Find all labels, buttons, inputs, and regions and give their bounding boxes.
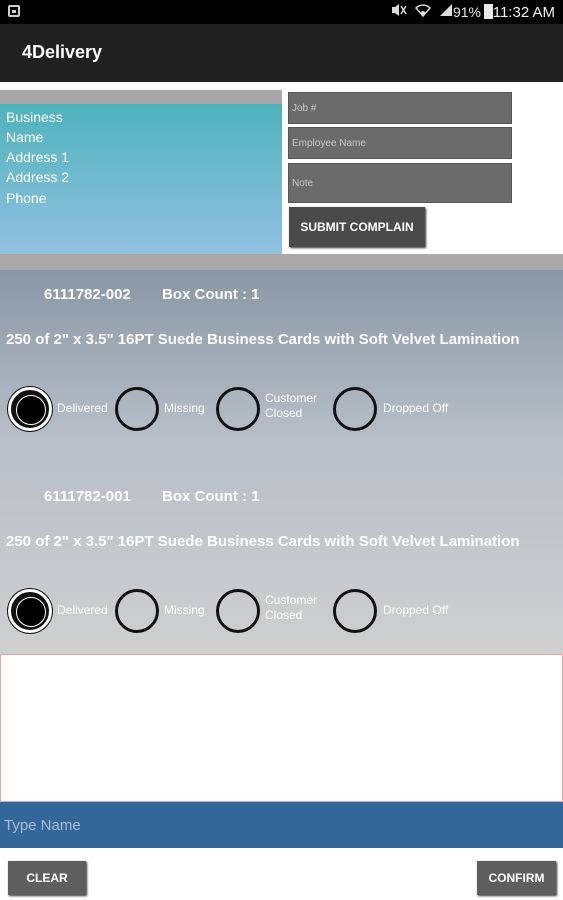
radio-label-missing: Missing [164, 603, 205, 617]
battery-icon [484, 4, 493, 19]
radio-missing[interactable] [115, 387, 159, 431]
wifi-icon [415, 3, 431, 20]
radio-label-dropped-off: Dropped Off [383, 603, 449, 617]
type-name-input[interactable] [4, 812, 554, 838]
submit-complain-button[interactable]: SUBMIT COMPLAIN [289, 207, 425, 247]
box-count: Box Count : 1 [162, 488, 260, 505]
radio-missing[interactable] [115, 589, 159, 633]
confirm-button[interactable]: CONFIRM [477, 861, 556, 895]
image-icon [8, 5, 20, 17]
address2-line: Address 2 [6, 169, 70, 185]
radio-delivered[interactable] [8, 387, 52, 431]
radio-customer-closed[interactable] [216, 589, 260, 633]
name-bar [0, 802, 563, 848]
status-icons [391, 3, 453, 20]
address1-line: Address 1 [6, 149, 70, 165]
radio-label-delivered: Delivered [57, 401, 108, 415]
business-line: Business [6, 109, 63, 125]
radio-label-customer-closed: Customer Closed [265, 391, 318, 420]
section-separator [0, 254, 563, 270]
signature-pad[interactable] [0, 654, 563, 802]
note-input[interactable] [288, 163, 512, 203]
order-id: 6111782-002 [44, 286, 131, 303]
battery-percent: 91% [452, 4, 481, 20]
signal-icon [439, 3, 453, 20]
order-description: 250 of 2" x 3.5" 16PT Suede Business Cards with Soft Velvet Lamination [6, 533, 520, 550]
order-description: 250 of 2" x 3.5" 16PT Suede Business Cards with Soft Velvet Lamination [6, 331, 520, 348]
radio-delivered[interactable] [8, 589, 52, 633]
delivery-status-group [0, 589, 563, 637]
name-line: Name [6, 129, 44, 145]
radio-label-customer-closed: Customer Closed [265, 593, 318, 622]
status-bar [0, 0, 563, 24]
radio-label-delivered: Delivered [57, 603, 108, 617]
clock: 11:32 AM [492, 4, 555, 21]
employee-name-input[interactable] [288, 127, 512, 159]
orders-list [0, 270, 563, 654]
header-divider [0, 90, 282, 104]
radio-customer-closed[interactable] [216, 387, 260, 431]
order-id: 6111782-001 [44, 488, 131, 505]
radio-dropped-off[interactable] [333, 387, 377, 431]
action-bar [0, 24, 563, 82]
delivery-status-group [0, 387, 563, 435]
clear-button[interactable]: CLEAR [8, 861, 86, 895]
business-info-panel [0, 104, 282, 256]
box-count: Box Count : 1 [162, 286, 260, 303]
radio-label-missing: Missing [164, 401, 205, 415]
radio-dropped-off[interactable] [333, 589, 377, 633]
app-title: 4Delivery [22, 42, 103, 62]
radio-label-dropped-off: Dropped Off [383, 401, 449, 415]
job-number-input[interactable] [288, 92, 512, 124]
phone-line: Phone [6, 190, 47, 206]
mute-icon [391, 3, 407, 20]
